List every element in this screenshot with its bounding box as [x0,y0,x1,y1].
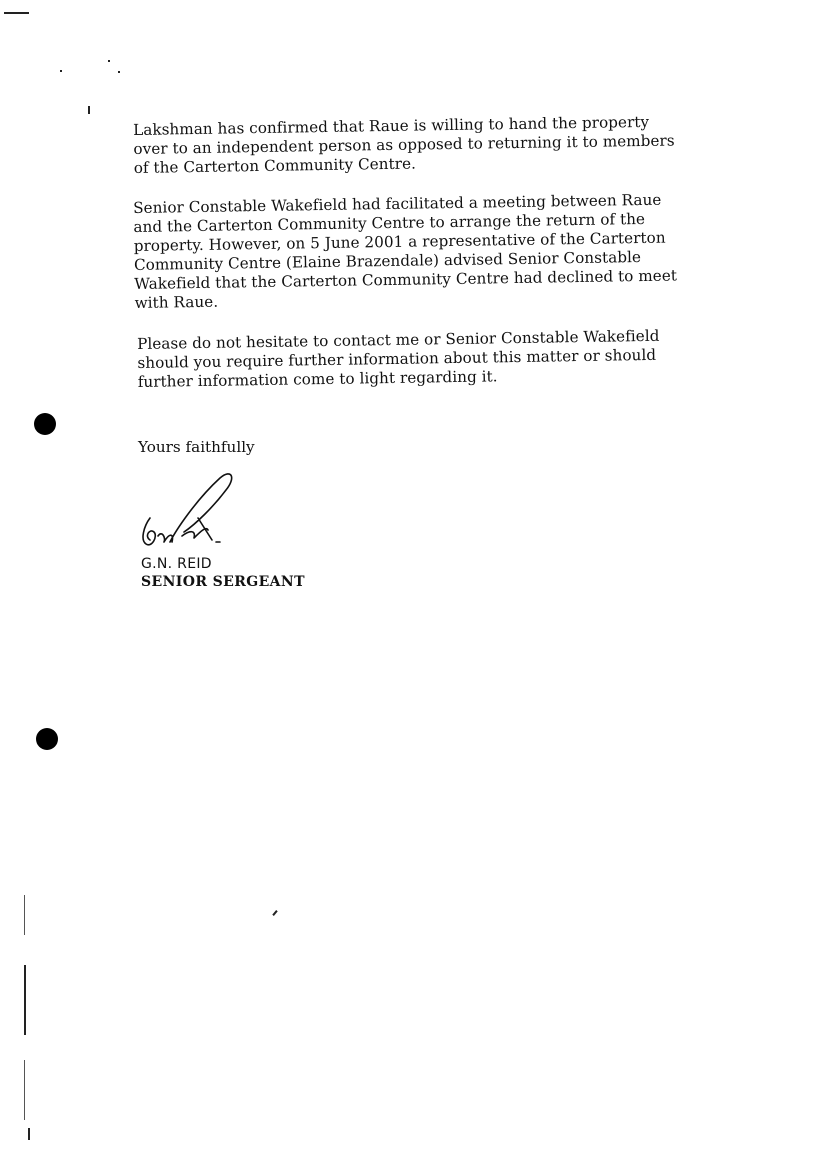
paragraph-line: Senior Constable Wakefield had facilitated a meeting between Raue [133,190,662,217]
closing-salutation: Yours faithfully [138,438,255,456]
paragraph-2 [133,190,725,313]
scan-edge-line [24,895,25,935]
scan-edge-line [24,1060,25,1120]
signer-title: SENIOR SERGEANT [141,574,305,590]
scan-speck [118,71,120,73]
paragraph-line: Please do not hesitate to contact me or Senior Constable Wakefield [137,326,660,353]
paragraph-line: Wakefield that the Carterton Community Centre had declined to meet [134,266,678,293]
paragraph-line: with Raue. [134,292,219,312]
punch-hole [34,413,56,435]
scan-edge-line [24,965,26,1035]
scan-speck [108,60,110,62]
scan-speck [88,106,90,114]
scan-speck [60,70,62,72]
scan-speck [272,910,277,916]
paragraph-line: Lakshman has confirmed that Raue is willing to hand the property [133,112,650,139]
paragraph-line: and the Carterton Community Centre to arrange the return of the [133,209,646,236]
paragraph-line: Community Centre (Elaine Brazendale) advised Senior Constable [133,248,642,274]
scan-edge-line [28,1128,30,1140]
punch-hole [36,728,58,750]
paragraph-line: over to an independent person as opposed to returning it to members [133,131,675,158]
paragraph-1 [133,112,724,178]
paragraph-line: property. However, on 5 June 2001 a representative of the Carterton [133,228,666,255]
paragraph-line: of the Carterton Community Centre. [133,154,417,177]
paragraph-3 [137,326,728,392]
signer-name: G.N. REID [141,556,212,572]
paragraph-line: further information come to light regarding it. [137,367,498,391]
scan-mark-top-left [4,12,29,14]
handwritten-signature [136,470,246,555]
paragraph-line: should you require further information about this matter or should [137,345,657,372]
